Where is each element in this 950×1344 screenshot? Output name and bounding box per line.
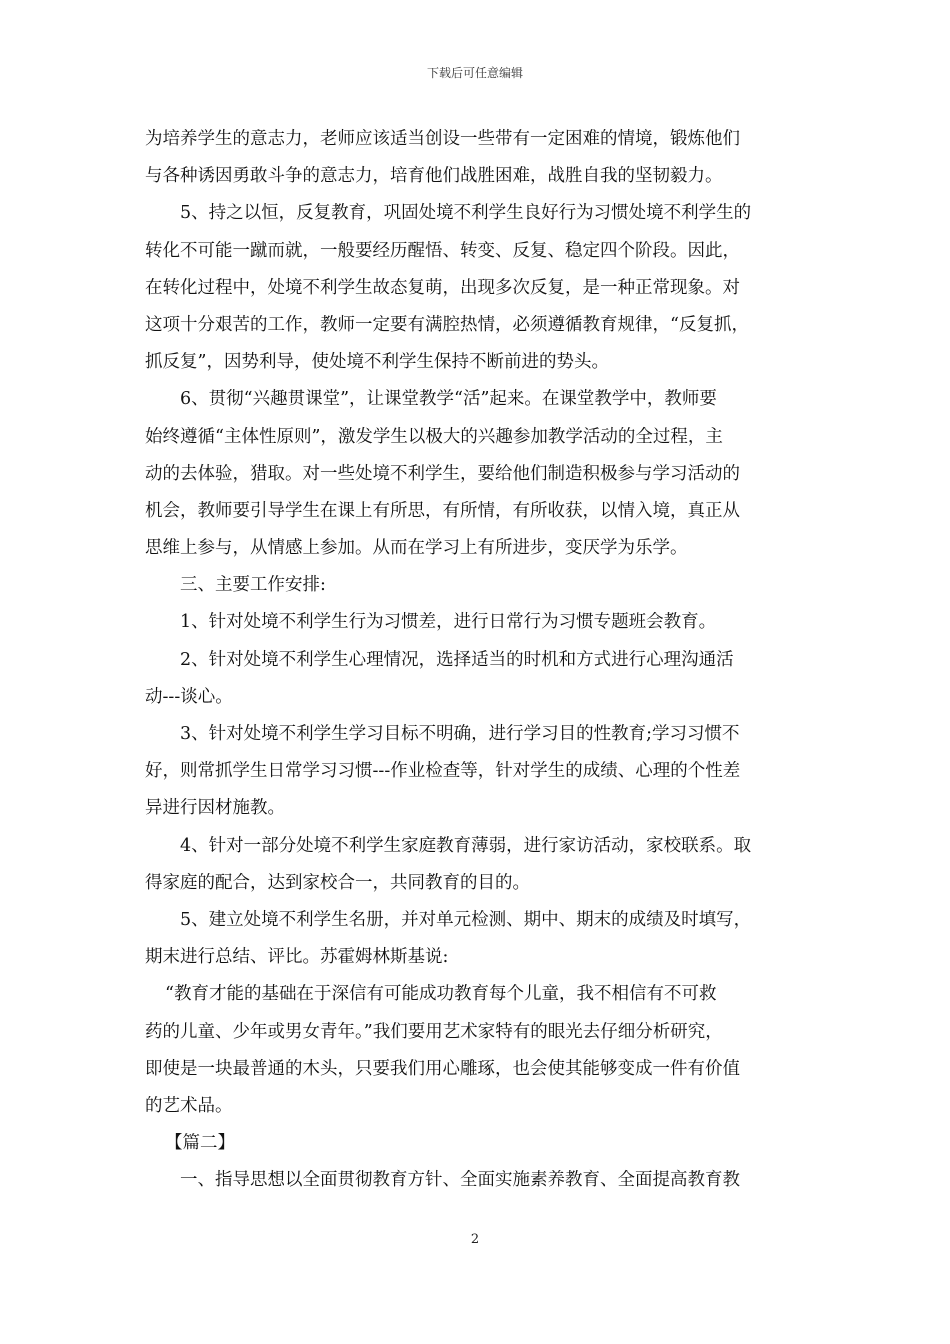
text-line: 在转化过程中，处境不利学生故态复萌，出现多次反复，是一种正常现象。对 — [145, 277, 740, 298]
text-line: 好，则常抓学生日常学习习惯---作业检查等，针对学生的成绩、心理的个性差 — [145, 761, 741, 782]
quote-line: 的艺术品。 — [145, 1095, 233, 1116]
text-line: 抓反复”，因势利导，使处境不利学生保持不断前进的势头。 — [145, 352, 609, 373]
text-line: 5、建立处境不利学生名册，并对单元检测、期中、期末的成绩及时填写， — [180, 909, 752, 930]
text-line: 期末进行总结、评比。苏霍姆林斯基说: — [145, 947, 449, 968]
text-line: 机会，教师要引导学生在课上有所思，有所情，有所收获，以情入境，真正从 — [145, 500, 740, 521]
text-line: 动的去体验，猎取。对一些处境不利学生，要给他们制造积极参与学习活动的 — [145, 463, 740, 484]
page-number: 2 — [470, 1232, 480, 1247]
text-line: 异进行因材施教。 — [145, 798, 285, 819]
text-line: 动---谈心。 — [145, 686, 233, 707]
text-line: 转化不可能一蹴而就，一般要经历醒悟、转变、反复、稳定四个阶段。因此， — [145, 240, 740, 261]
text-line: 与各种诱因勇敢斗争的意志力，培育他们战胜困难，战胜自我的坚韧毅力。 — [145, 166, 723, 187]
text-line: 1、针对处境不利学生行为习惯差，进行日常行为习惯专题班会教育。 — [180, 612, 717, 633]
text-line: 得家庭的配合，达到家校合一，共同教育的目的。 — [145, 872, 530, 893]
section-heading: 三、主要工作安排: — [180, 575, 326, 596]
quote-line: 药的儿童、少年或男女青年。”我们要用艺术家特有的眼光去仔细分析研究， — [145, 1021, 723, 1042]
document-body — [145, 121, 807, 1199]
text-line: 2、针对处境不利学生心理情况，选择适当的时机和方式进行心理沟通活 — [180, 649, 734, 670]
quote-line: “教育才能的基础在于深信有可能成功教育每个儿童，我不相信有不可救 — [165, 984, 717, 1005]
text-line: 4、针对一部分处境不利学生家庭教育薄弱，进行家访活动，家校联系。取 — [180, 835, 752, 856]
text-line: 一、指导思想以全面贯彻教育方针、全面实施素养教育、全面提高教育教 — [180, 1170, 740, 1191]
text-line: 5、持之以恒，反复教育，巩固处境不利学生良好行为习惯处境不利学生的 — [180, 203, 752, 224]
text-line: 思维上参与，从情感上参加。从而在学习上有所进步，变厌学为乐学。 — [145, 538, 688, 559]
section-heading: 【篇二】 — [165, 1133, 235, 1154]
text-line: 为培养学生的意志力，老师应该适当创设一些带有一定困难的情境，锻炼他们 — [145, 129, 740, 149]
quote-line: 即使是一块最普通的木头，只要我们用心雕琢，也会使其能够变成一件有价值 — [145, 1058, 740, 1079]
page-header: 下载后可任意编辑 — [426, 66, 523, 80]
text-line: 3、针对处境不利学生学习目标不明确，进行学习目的性教育;学习习惯不 — [180, 724, 740, 744]
text-line: 6、贯彻“兴趣贯课堂”，让课堂教学“活”起来。在课堂教学中，教师要 — [180, 389, 717, 410]
text-line: 始终遵循“主体性原则”，激发学生以极大的兴趣参加教学活动的全过程，主 — [145, 426, 723, 447]
text-line: 这项十分艰苦的工作，教师一定要有满腔热情，必须遵循教育规律，“反复抓， — [145, 314, 749, 335]
